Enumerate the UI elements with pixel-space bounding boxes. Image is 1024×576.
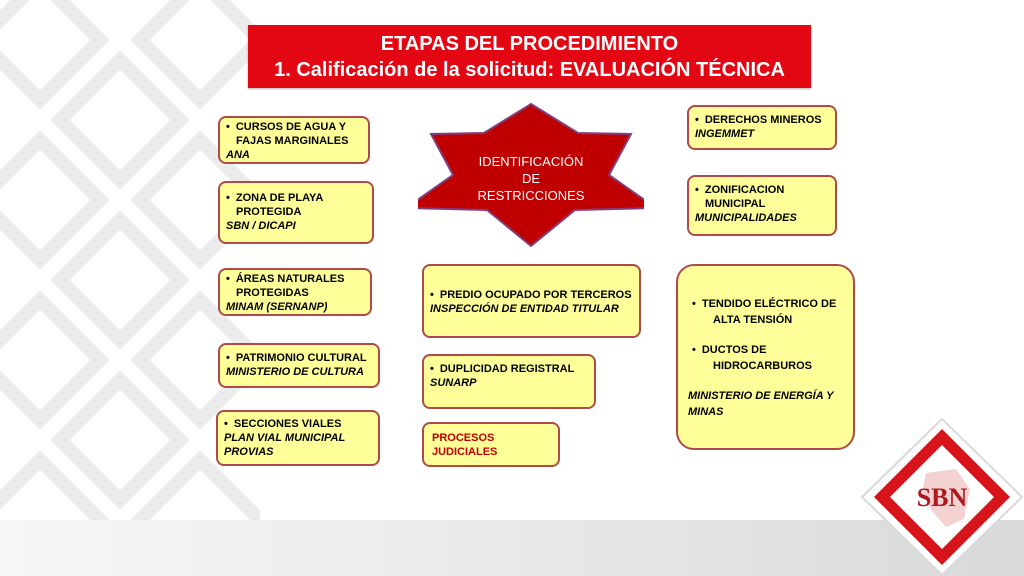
box-entity: PLAN VIAL MUNICIPAL — [224, 432, 346, 444]
box-entity: MUNICIPALIDADES — [695, 212, 797, 224]
star-line-2: DE — [521, 171, 541, 186]
box-entity: PROVIAS — [224, 446, 274, 458]
restrictions-star — [418, 100, 644, 250]
restriction-box-derechos-mineros — [687, 105, 837, 150]
title-line-2: 1. Calificación de la solicitud: EVALUACIÓN TÉCNICA — [274, 58, 785, 81]
box-line: ALTA TENSIÓN — [713, 314, 793, 326]
box-line: • DERECHOS MINEROS — [695, 113, 829, 127]
box-entity: MINISTERIO DE CULTURA — [226, 366, 364, 378]
restriction-box-zonificacion — [687, 175, 837, 236]
box-line: • ZONIFICACION — [695, 183, 829, 197]
box-line: MUNICIPAL — [705, 198, 766, 210]
box-line: • TENDIDO ELÉCTRICO DE — [692, 296, 843, 312]
page-title — [248, 25, 811, 88]
box-line: JUDICIALES — [432, 446, 498, 458]
box-line: • SECCIONES VIALES — [224, 417, 372, 431]
box-line: • ZONA DE PLAYA — [226, 191, 366, 205]
box-line: • PREDIO OCUPADO POR TERCEROS — [430, 288, 633, 302]
box-entity: ANA — [226, 149, 250, 161]
box-line: • DUCTOS DE — [692, 342, 843, 358]
restriction-box-patrimonio — [218, 343, 380, 388]
restriction-box-energia — [676, 264, 855, 450]
restriction-box-secciones-viales — [216, 410, 380, 466]
box-line: • CURSOS DE AGUA Y — [226, 120, 362, 134]
box-line: FAJAS MARGINALES — [236, 135, 349, 147]
box-entity: INSPECCIÓN DE ENTIDAD TITULAR — [430, 303, 619, 315]
box-line: PROTEGIDAS — [236, 287, 309, 299]
sbn-logo-text: SBN — [916, 483, 968, 512]
box-entity: SUNARP — [430, 377, 477, 389]
box-line: • DUPLICIDAD REGISTRAL — [430, 362, 588, 376]
star-line-3: RESTRICCIONES — [477, 188, 585, 203]
restriction-box-predio-ocupado — [422, 264, 641, 338]
box-entity: MINISTERIO DE ENERGÍA Y — [688, 390, 834, 402]
box-line: PROTEGIDA — [236, 206, 302, 218]
box-line: • ÁREAS NATURALES — [226, 272, 364, 286]
box-line: • PATRIMONIO CULTURAL — [226, 351, 372, 365]
box-entity: SBN / DICAPI — [226, 220, 296, 232]
star-line-1: IDENTIFICACIÓN — [478, 154, 584, 169]
box-line: PROCESOS — [432, 432, 495, 444]
box-line: HIDROCARBUROS — [713, 360, 812, 372]
restriction-box-procesos-judiciales — [422, 422, 560, 467]
restriction-box-cursos-agua — [218, 116, 370, 164]
restriction-box-zona-playa — [218, 181, 374, 244]
restriction-box-duplicidad — [422, 354, 596, 409]
sbn-logo — [860, 415, 1024, 576]
box-entity: MINAM (SERNANP) — [226, 301, 328, 313]
box-entity: MINAS — [688, 406, 724, 418]
box-entity: INGEMMET — [695, 128, 755, 140]
title-line-1: ETAPAS DEL PROCEDIMIENTO — [380, 32, 679, 55]
restriction-box-areas-naturales — [218, 268, 372, 316]
